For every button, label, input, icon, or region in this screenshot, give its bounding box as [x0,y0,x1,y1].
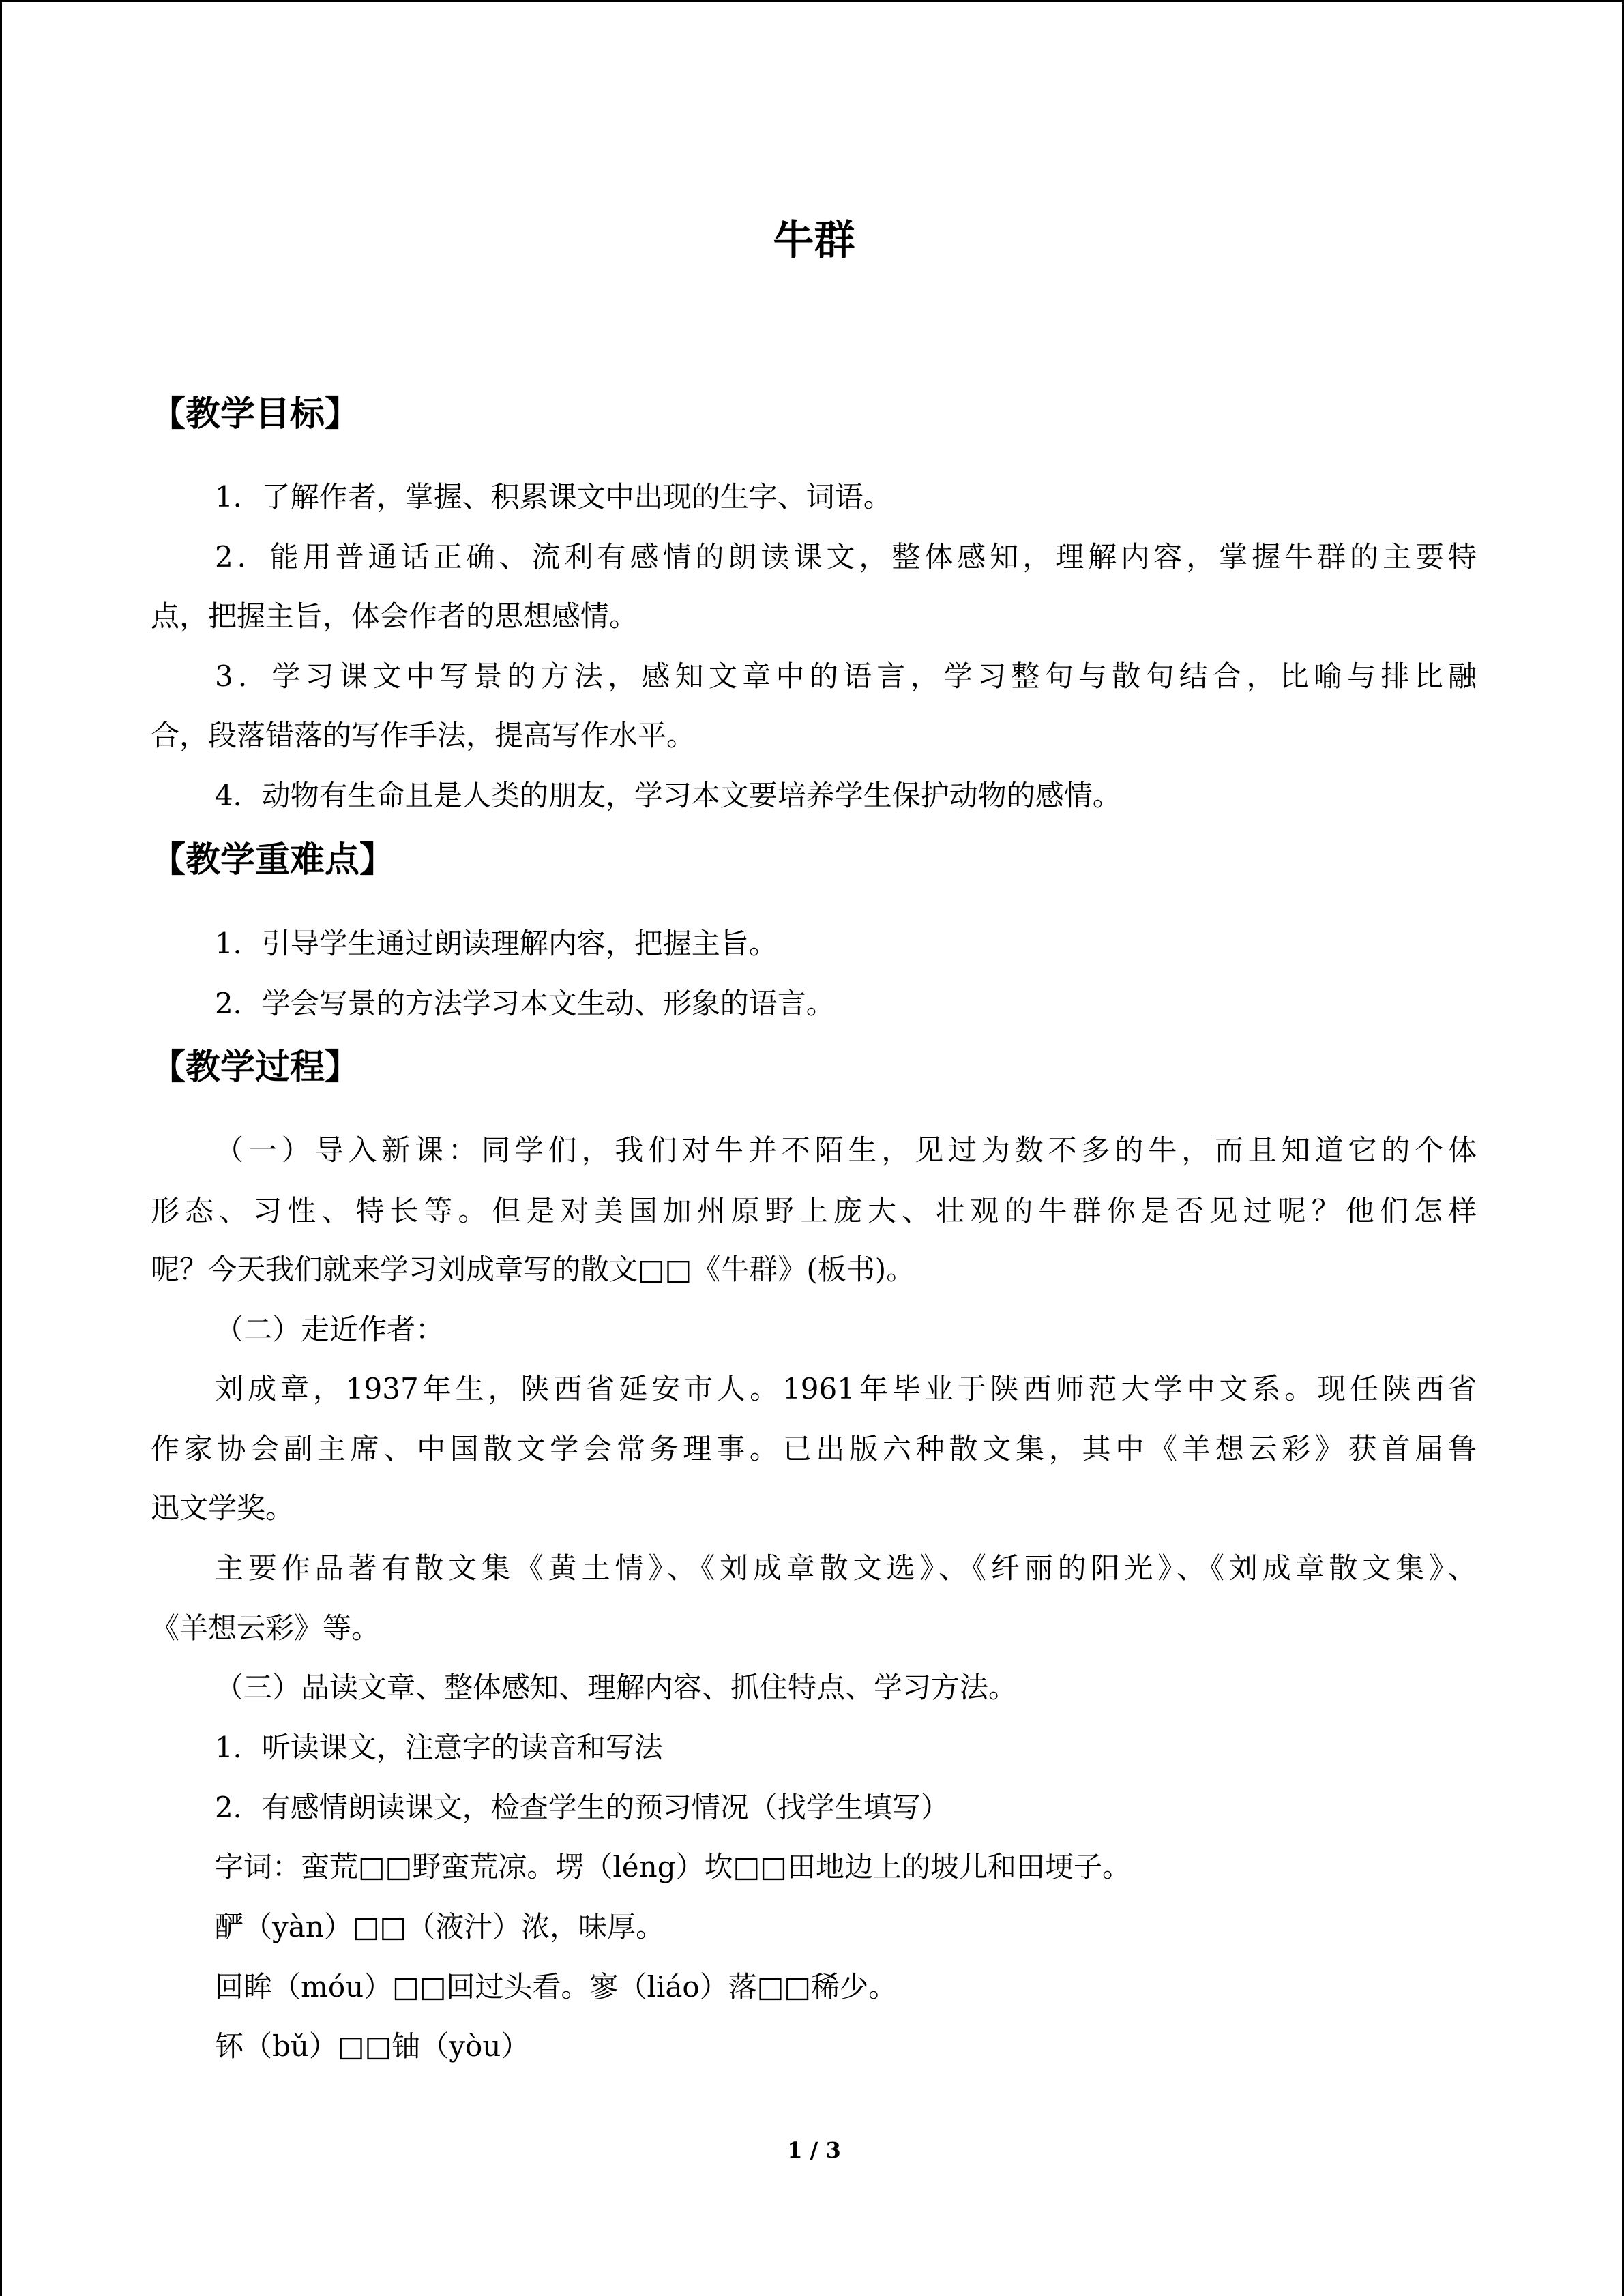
process-line-13: 字词：蛮荒□□野蛮荒凉。塄（léng）坎□□田地边上的坡儿和田埂子。 [215,1850,1131,1883]
process-line-3: 呢？今天我们就来学习刘成章写的散文□□《牛群》(板书)。 [151,1253,915,1286]
process-line-5: 刘成章，1937年生，陕西省延安市人。1961年毕业于陕西师范大学中文系。现任陕西省 [215,1372,1477,1405]
objective-line-1: 1．了解作者，掌握、积累课文中出现的生字、词语。 [215,480,892,513]
process-line-10: （三）品读文章、整体感知、理解内容、抓住特点、学习方法。 [215,1671,1018,1704]
key-point-line-2: 2．学会写景的方法学习本文生动、形象的语言。 [215,987,835,1020]
process-line-12: 2．有感情朗读课文，检查学生的预习情况（找学生填写） [215,1791,949,1824]
key-point-line-1: 1．引导学生通过朗读理解内容，把握主旨。 [215,927,778,960]
process-line-15: 回眸（móu）□□回过头看。寥（liáo）落□□稀少。 [215,1970,898,2003]
process-line-11: 1．听读课文，注意字的读音和写法 [215,1731,663,1764]
process-line-8: 主要作品著有散文集《黄土情》、《刘成章散文选》、《纤丽的阳光》、《刘成章散文集》、 [215,1551,1477,1585]
document-title: 牛群 [773,217,855,265]
objective-line-5: 合，段落错落的写作手法，提高写作水平。 [151,719,696,752]
heading-key-points: 【教学重难点】 [151,840,395,880]
process-line-6: 作家协会副主席、中国散文学会常务理事。已出版六种散文集，其中《羊想云彩》获首届鲁 [151,1432,1477,1465]
process-line-4: （二）走近作者： [215,1313,445,1346]
objective-line-4: 3．学习课文中写景的方法，感知文章中的语言，学习整句与散句结合，比喻与排比融 [215,659,1477,693]
process-line-9: 《羊想云彩》等。 [151,1611,381,1645]
objective-line-2: 2．能用普通话正确、流利有感情的朗读课文，整体感知，理解内容，掌握牛群的主要特 [215,540,1477,573]
process-line-1: （一）导入新课：同学们，我们对牛并不陌生，见过为数不多的牛，而且知道它的个体 [215,1133,1477,1167]
heading-process: 【教学过程】 [151,1047,360,1088]
process-line-7: 迅文学奖。 [151,1491,295,1525]
process-line-14: 酽（yàn）□□（液汁）浓，味厚。 [215,1910,665,1943]
process-line-2: 形态、习性、特长等。但是对美国加州原野上庞大、壮观的牛群你是否见过呢？他们怎样 [151,1194,1477,1227]
objective-line-6: 4．动物有生命且是人类的朋友，学习本文要培养学生保护动物的感情。 [215,779,1121,812]
process-line-16: 钚（bǔ）□□铀（yòu） [215,2029,530,2063]
page-number: 1 / 3 [787,2137,841,2163]
objective-line-3: 点，把握主旨，体会作者的思想感情。 [151,599,638,633]
heading-objectives: 【教学目标】 [151,394,360,434]
